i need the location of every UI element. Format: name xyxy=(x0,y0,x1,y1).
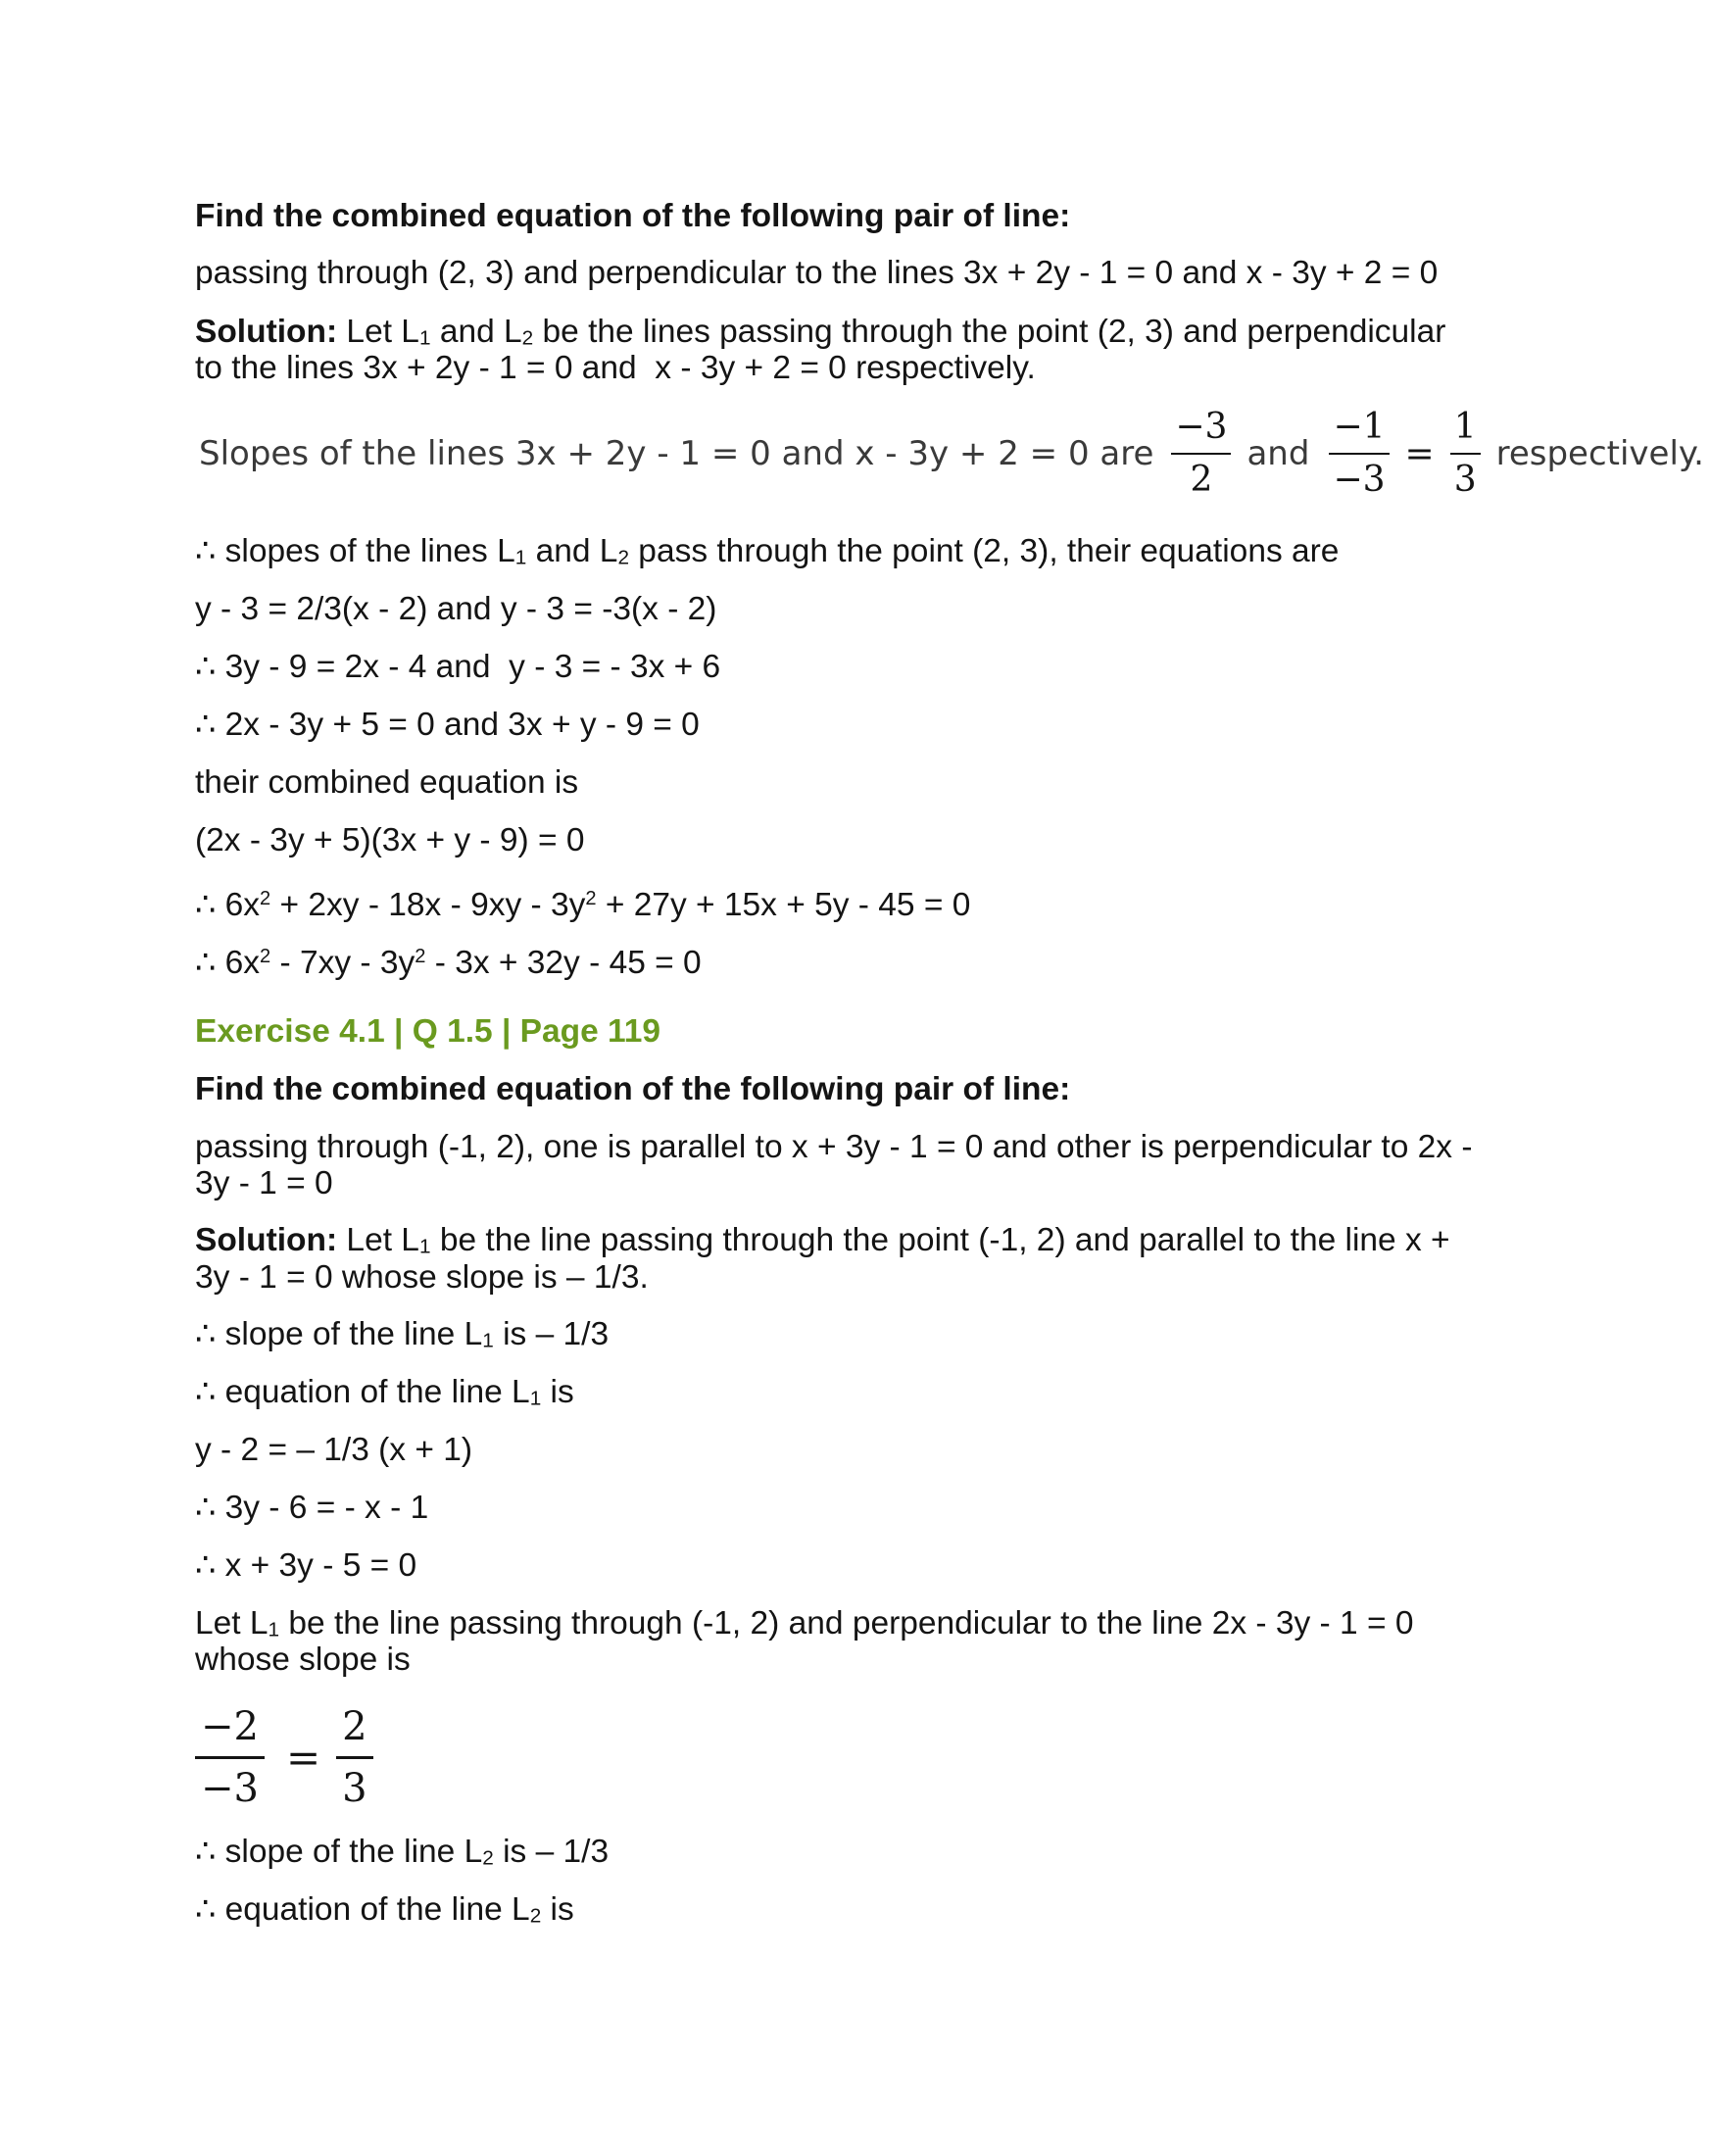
q15-question-line1: passing through (-1, 2), one is parallel to x + 3y - 1 = 0 and other is perpendicular to 2x - xyxy=(195,1129,1473,1165)
fraction: $\frac{-1}{-3}$ xyxy=(1329,410,1389,498)
fraction: $\frac{-3}{2}$ xyxy=(1171,410,1231,498)
q14-line5: their combined equation is xyxy=(195,764,579,801)
q14-solution-line2: to the lines 3x + 2y - 1 = 0 and x - 3y + 2 = 0 respectively. xyxy=(195,350,1036,386)
q15-question-line2: 3y - 1 = 0 xyxy=(195,1165,333,1201)
q14-line3: ∴ 3y - 9 = 2x - 4 and y - 3 = - 3x + 6 xyxy=(195,649,721,685)
q15-heading: Find the combined equation of the following pair of line: xyxy=(195,1071,1071,1107)
q15-line4: ∴ 3y - 6 = - x - 1 xyxy=(195,1490,429,1526)
q14-solution-line1: Solution: Let L1 and L2 be the lines passing through the point (2, 3) and perpendicular xyxy=(195,314,1446,350)
q14-line6: (2x - 3y + 5)(3x + y - 9) = 0 xyxy=(195,822,585,858)
q14-line1: ∴ slopes of the lines L1 and L2 pass through the point (2, 3), their equations are xyxy=(195,533,1340,569)
solution-label: Solution: xyxy=(195,1222,338,1258)
q14-heading: Find the combined equation of the following pair of line: xyxy=(195,198,1071,234)
fraction: $\frac{2}{3}$ xyxy=(336,1707,372,1808)
q15-line6-cont: whose slope is xyxy=(195,1642,411,1678)
q15-line1: ∴ slope of the line L1 is – 1/3 xyxy=(195,1316,610,1352)
q15-line2: ∴ equation of the line L1 is xyxy=(195,1374,574,1410)
q15-line7: ∴ slope of the line L2 is – 1/3 xyxy=(195,1834,610,1870)
q15-solution-line1: Solution: Let L1 be the line passing through the point (-1, 2) and parallel to the line x + xyxy=(195,1222,1450,1258)
fraction: $\frac{-2}{-3}$ xyxy=(195,1707,265,1808)
slopes-equation-image: Slopes of the lines 3x + 2y - 1 = 0 and x - 3y + 2 = 0 are $\frac{-3}{2}$ and $\frac{-1}{-3}$ = $\frac{1}{3}$ respectively. xyxy=(199,407,1704,500)
q14-question: passing through (2, 3) and perpendicular to the lines 3x + 2y - 1 = 0 and x - 3y + 2 = 0 xyxy=(195,255,1439,291)
q14-line8: ∴ $6x^2 - 7xy - 3y^2 - 3x + 32y - 45 = 0$ xyxy=(195,945,702,982)
q15-line8: ∴ equation of the line L2 is xyxy=(195,1891,574,1928)
q15-line6: Let L1 be the line passing through (-1, 2) and perpendicular to the line 2x - 3y - 1 = 0 xyxy=(195,1605,1414,1642)
exercise-reference-link[interactable]: Exercise 4.1 | Q 1.5 | Page 119 xyxy=(195,1013,661,1050)
q15-line3: y - 2 = – 1/3 (x + 1) xyxy=(195,1432,473,1468)
q15-line5: ∴ x + 3y - 5 = 0 xyxy=(195,1547,417,1584)
slope-fraction-image: $\frac{-2}{-3}$ = $\frac{2}{3}$ xyxy=(195,1707,379,1808)
q14-line4: ∴ 2x - 3y + 5 = 0 and 3x + y - 9 = 0 xyxy=(195,707,700,743)
q14-line7: ∴ $6x^2 + 2xy - 18x - 9xy - 3y^2 + 27y + 15x + 5y - 45 = 0$ xyxy=(195,887,971,924)
q14-line2: y - 3 = 2/3(x - 2) and y - 3 = -3(x - 2) xyxy=(195,591,717,627)
fraction: $\frac{1}{3}$ xyxy=(1450,410,1481,498)
solution-label: Solution: xyxy=(195,314,338,350)
q15-solution-line2: 3y - 1 = 0 whose slope is – 1/3. xyxy=(195,1259,649,1296)
